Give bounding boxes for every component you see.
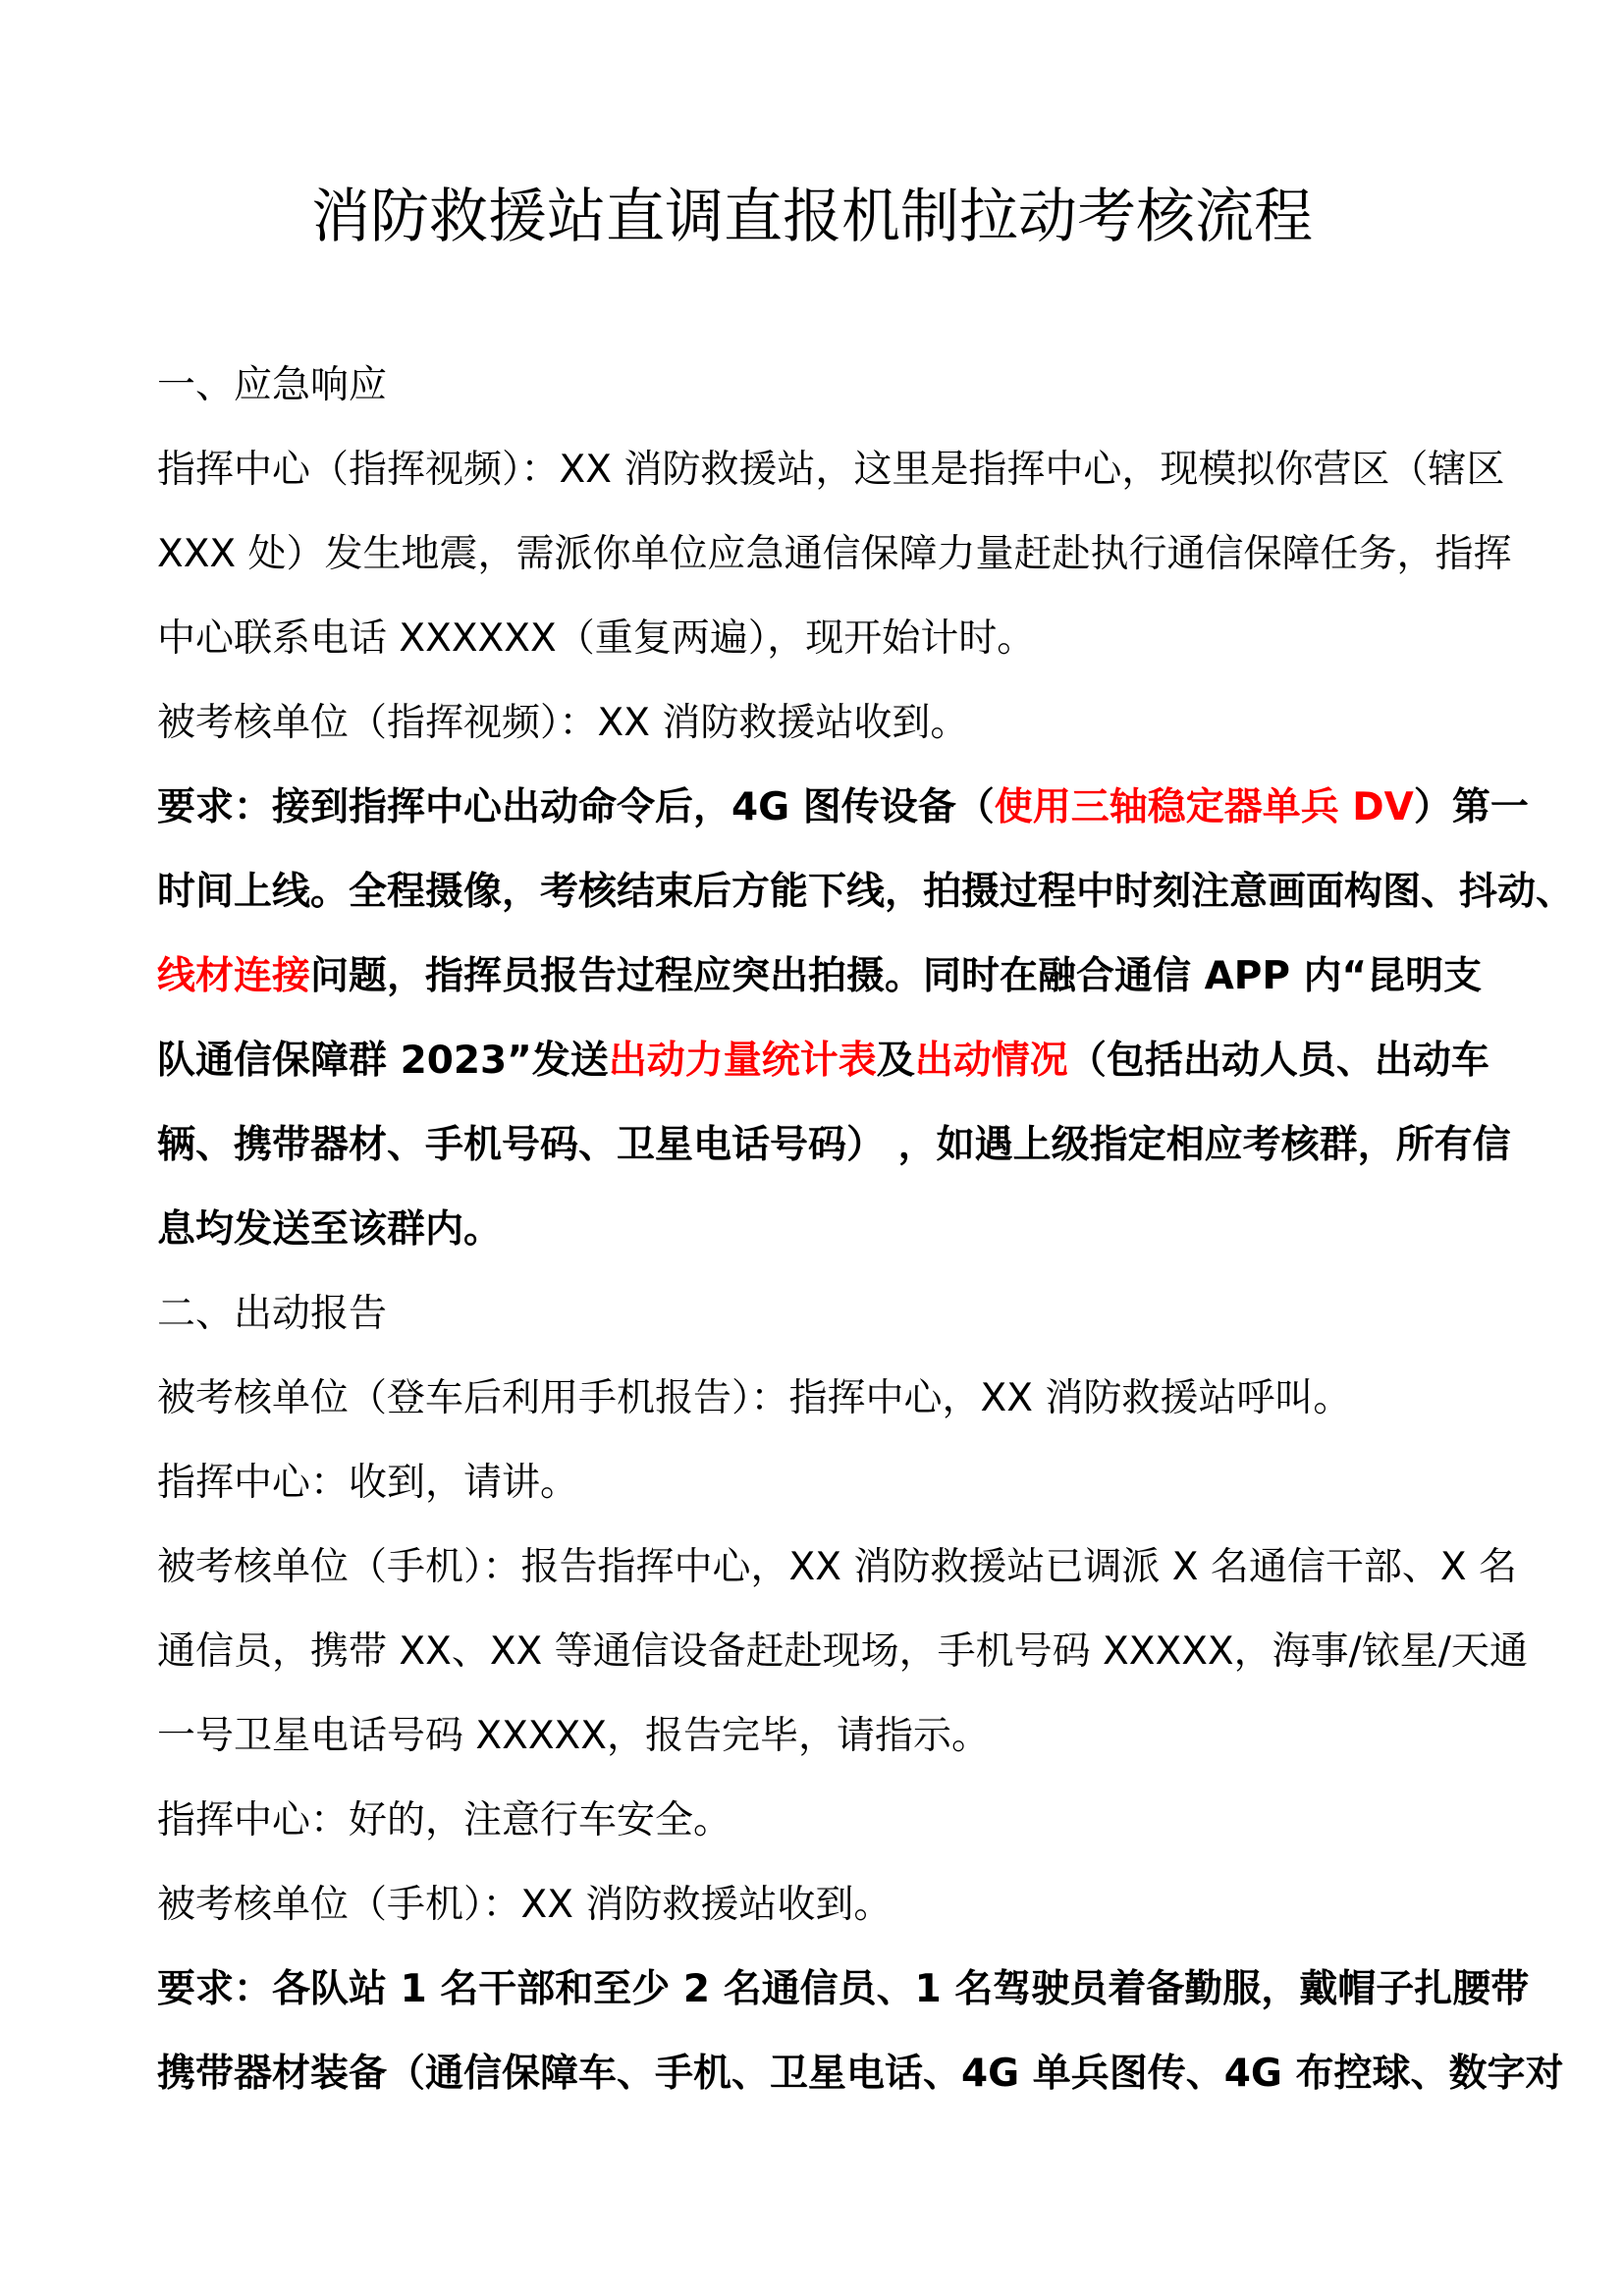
- dispatch-report-line-1: 被考核单位（登车后利用手机报告）：指挥中心，XX 消防救援站呼叫。: [157, 1376, 1352, 1420]
- requirement-1-line-1-text-b: ）第一: [1413, 785, 1529, 829]
- section-heading-dispatch-report: 二、出动报告: [157, 1292, 388, 1336]
- requirement-1-line-4-text-a: 队通信保障群 2023”发送: [157, 1039, 609, 1083]
- requirement-1-line-6: 息均发送至该群内。: [157, 1207, 503, 1252]
- assessed-unit-reply: 被考核单位（指挥视频）：XX 消防救援站收到。: [157, 701, 969, 745]
- dispatch-report-line-4: 通信员，携带 XX、XX 等通信设备赶赴现场，手机号码 XXXXX，海事/铱星/天通: [157, 1629, 1528, 1674]
- requirement-1-highlight-dispatch-status: 出动情况: [914, 1039, 1068, 1083]
- command-center-dispatch-line-3: 中心联系电话 XXXXXX（重复两遍），现开始计时。: [157, 616, 1036, 661]
- requirement-2-line-1: 要求：各队站 1 名干部和至少 2 名通信员、1 名驾驶员着备勤服，戴帽子扎腰带: [157, 1967, 1530, 2011]
- requirement-1-highlight-dv: 使用三轴稳定器单兵 DV: [994, 785, 1414, 829]
- requirement-1-line-1: [157, 766, 1529, 850]
- command-center-dispatch-line-1: 指挥中心（指挥视频）：XX 消防救援站，这里是指挥中心，现模拟你营区（辖区: [157, 448, 1505, 492]
- requirement-1-highlight-stats-table: 出动力量统计表: [608, 1039, 877, 1083]
- dispatch-report-line-3: 被考核单位（手机）：报告指挥中心，XX 消防救援站已调派 X 名通信干部、X 名: [157, 1545, 1517, 1589]
- dispatch-report-line-5: 一号卫星电话号码 XXXXX，报告完毕，请指示。: [157, 1714, 990, 1758]
- dispatch-report-line-6: 指挥中心：好的，注意行车安全。: [157, 1798, 732, 1842]
- command-center-dispatch-line-2: XXX 处）发生地震，需派你单位应急通信保障力量赶赴执行通信保障任务，指挥: [157, 532, 1512, 576]
- document-body: [157, 344, 1575, 2116]
- requirement-1-line-5: 辆、携带器材、手机号码、卫星电话号码） ，如遇上级指定相应考核群，所有信: [157, 1123, 1511, 1167]
- requirement-1-line-4-text-c: （包括出动人员、出动车: [1067, 1039, 1489, 1083]
- requirement-1-line-3: [157, 934, 1483, 1019]
- section-heading-emergency-response: 一、应急响应: [157, 363, 388, 407]
- dispatch-report-line-2: 指挥中心：收到，请讲。: [157, 1461, 579, 1505]
- requirement-2-line-2: 携带器材装备（通信保障车、手机、卫星电话、4G 单兵图传、4G 布控球、数字对: [157, 2052, 1564, 2096]
- requirement-1-line-2: 时间上线。全程摄像，考核结束后方能下线，拍摄过程中时刻注意画面构图、抖动、: [157, 870, 1575, 914]
- requirement-1-highlight-cable: 线材连接: [157, 954, 311, 998]
- document-title: 消防救援站直调直报机制拉动考核流程: [311, 183, 1313, 251]
- requirement-1-line-4-text-b: 及: [876, 1039, 915, 1083]
- dispatch-report-line-7: 被考核单位（手机）：XX 消防救援站收到。: [157, 1883, 893, 1927]
- requirement-1-line-4: [157, 1019, 1489, 1103]
- requirement-1-line-3-text: 问题，指挥员报告过程应突出拍摄。同时在融合通信 APP 内“昆明支: [310, 954, 1483, 998]
- requirement-1-line-1-text-a: 要求：接到指挥中心出动命令后，4G 图传设备（: [157, 785, 995, 829]
